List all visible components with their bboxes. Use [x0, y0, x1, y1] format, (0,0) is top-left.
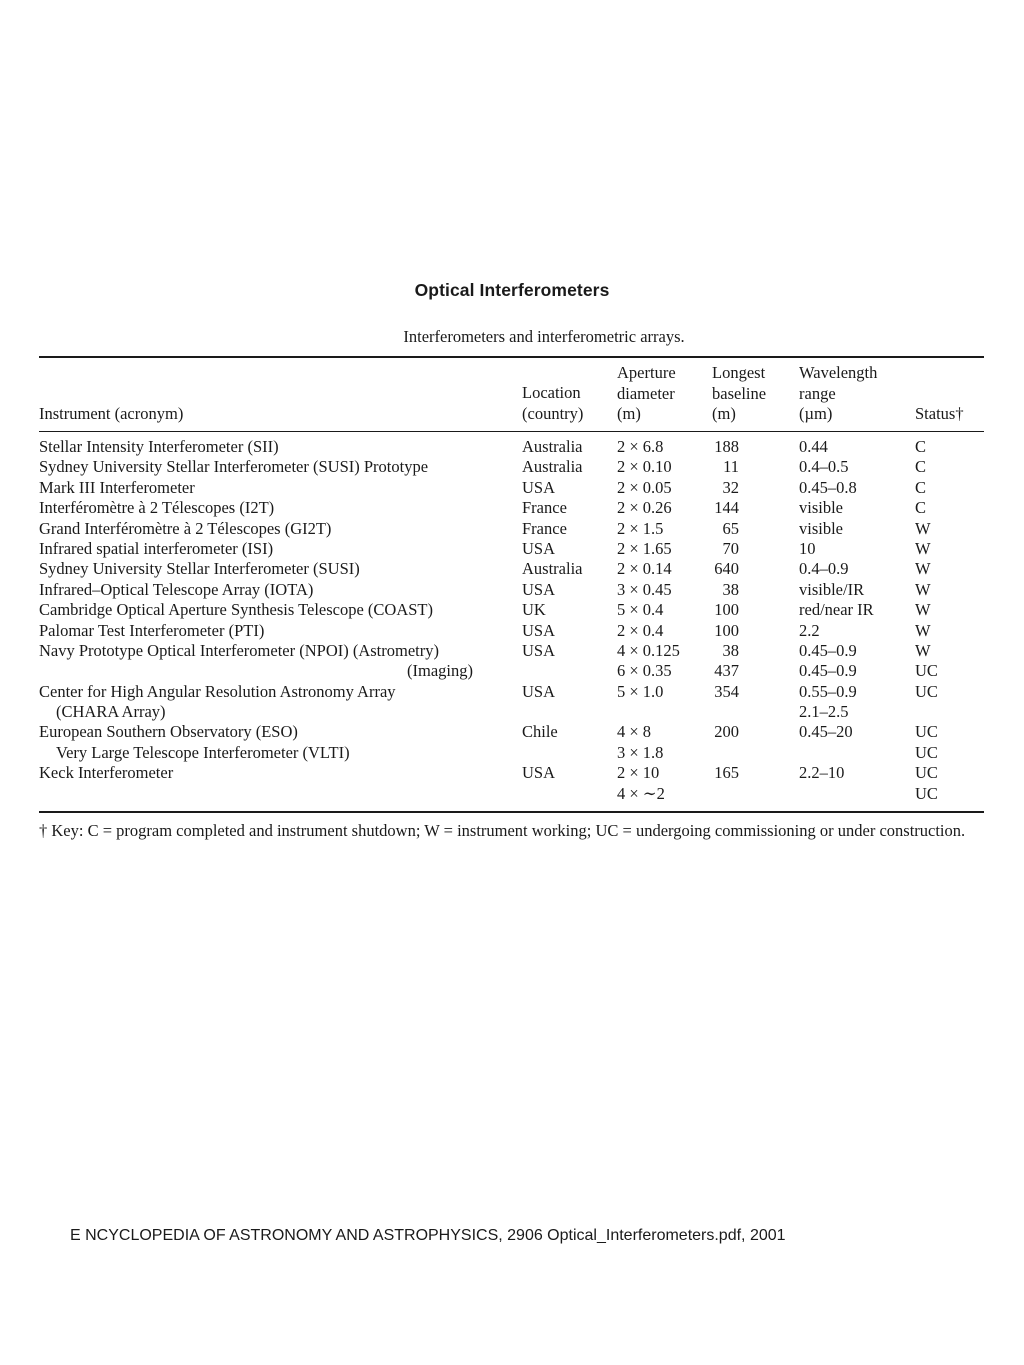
table-row — [0, 559, 1024, 579]
cell-wavelength: 0.45–0.8 — [799, 477, 857, 497]
table-footnote: † Key: C = program completed and instrument shutdown; W = instrument working; UC = undergoing commissioning or under construction. — [39, 821, 966, 840]
cell-instrument: Palomar Test Interferometer (PTI) — [39, 620, 265, 640]
cell-status: W — [915, 559, 931, 579]
cell-status: UC — [915, 722, 938, 742]
cell-status: W — [915, 600, 931, 620]
cell-aperture: 2 × 0.05 — [617, 477, 672, 497]
cell-baseline: 100 — [714, 620, 739, 640]
header-baseline-line-1: Longest — [712, 363, 766, 382]
table-row — [0, 600, 1024, 620]
table-row — [0, 437, 1024, 457]
cell-baseline: 640 — [714, 559, 739, 579]
cell-baseline: 188 — [714, 437, 739, 456]
cell-location: USA — [522, 763, 556, 783]
table-caption: Interferometers and interferometric arrays. — [403, 327, 685, 346]
header-aperture-line-2: diameter — [617, 383, 675, 403]
cell-status: UC — [915, 763, 938, 783]
header-instrument — [39, 404, 183, 425]
cell-wavelength: red/near IR — [799, 600, 874, 620]
cell-aperture: 2 × 0.14 — [617, 559, 672, 579]
cell-instrument: Center for High Angular Resolution Astronomy Array — [39, 681, 396, 701]
cell-wavelength: 0.44 — [799, 437, 828, 456]
cell-location: UK — [522, 600, 546, 620]
cell-wavelength: 0.4–0.9 — [799, 559, 849, 579]
header-aperture — [617, 363, 676, 425]
cell-instrument: Grand Interféromètre à 2 Télescopes (GI2T) — [39, 518, 332, 538]
cell-baseline: 100 — [714, 600, 739, 620]
header-aperture-line-1: Aperture — [617, 363, 676, 382]
cell-instrument: Interféromètre à 2 Télescopes (I2T) — [39, 498, 275, 518]
cell-status: C — [915, 457, 927, 477]
cell-wavelength: 2.2–10 — [799, 763, 845, 783]
cell-baseline: 165 — [714, 763, 739, 783]
cell-baseline: 65 — [722, 518, 739, 538]
cell-wavelength: 10 — [799, 538, 816, 558]
cell-location: Chile — [522, 722, 558, 742]
table-row — [0, 702, 1024, 722]
cell-location: Australia — [522, 457, 583, 477]
cell-aperture: 3 × 1.8 — [617, 742, 664, 762]
header-baseline — [712, 363, 766, 425]
cell-aperture: 2 × 10 — [617, 763, 660, 783]
cell-wavelength: visible — [799, 498, 843, 518]
cell-location: Australia — [522, 559, 583, 579]
header-status-label: Status† — [915, 404, 964, 423]
header-wavelength-line-3: (µm) — [799, 404, 833, 423]
header-wavelength — [799, 363, 877, 425]
cell-aperture: 4 × 8 — [617, 722, 652, 742]
cell-aperture: 3 × 0.45 — [617, 579, 672, 599]
table-row — [0, 641, 1024, 661]
header-wavelength-line-2: range — [799, 383, 836, 403]
cell-instrument: Very Large Telescope Interferometer (VLTI) — [56, 742, 350, 762]
header-status — [915, 404, 964, 425]
cell-aperture: 4 × ∼2 — [617, 783, 665, 803]
cell-wavelength: 0.4–0.5 — [799, 457, 849, 477]
cell-status: W — [915, 640, 931, 660]
table-row — [0, 478, 1024, 498]
table-row — [0, 743, 1024, 763]
table-row — [0, 682, 1024, 702]
cell-location: France — [522, 498, 567, 518]
cell-status: C — [915, 477, 927, 497]
cell-baseline: 38 — [722, 579, 739, 599]
cell-instrument: Infrared spatial interferometer (ISI) — [39, 538, 274, 558]
cell-aperture: 4 × 0.125 — [617, 640, 680, 660]
cell-instrument: Infrared–Optical Telescope Array (IOTA) — [39, 579, 314, 599]
table-top-rule — [39, 356, 984, 358]
cell-aperture: 2 × 0.4 — [617, 620, 664, 640]
page-footer: E NCYCLOPEDIA OF ASTRONOMY AND ASTROPHYSICS, 2906 Optical_Interferometers.pdf, 2001 — [70, 1227, 786, 1244]
cell-wavelength: 2.1–2.5 — [799, 702, 849, 722]
cell-wavelength: 0.45–20 — [799, 722, 853, 742]
table-row — [0, 722, 1024, 742]
cell-status: UC — [915, 661, 938, 681]
cell-instrument: Keck Interferometer — [39, 763, 174, 783]
table-row — [0, 580, 1024, 600]
cell-status: W — [915, 538, 931, 558]
header-baseline-line-3: (m) — [712, 404, 736, 423]
cell-status: C — [915, 498, 927, 518]
cell-baseline: 32 — [722, 477, 739, 497]
cell-aperture: 2 × 6.8 — [617, 437, 664, 456]
cell-location: France — [522, 518, 567, 538]
header-location-line-2: (country) — [522, 403, 584, 423]
header-location-line-1: Location — [522, 383, 581, 402]
table-row — [0, 763, 1024, 783]
cell-wavelength: visible/IR — [799, 579, 865, 599]
cell-instrument: Mark III Interferometer — [39, 477, 195, 497]
cell-wavelength: visible — [799, 518, 843, 538]
cell-instrument: Navy Prototype Optical Interferometer (NPOI) (Astrometry) — [39, 640, 439, 660]
cell-aperture: 2 × 0.26 — [617, 498, 672, 518]
cell-location: USA — [522, 538, 556, 558]
page-title: Optical Interferometers — [414, 280, 610, 300]
cell-instrument: European Southern Observatory (ESO) — [39, 722, 298, 742]
cell-status: W — [915, 579, 931, 599]
table-row — [0, 519, 1024, 539]
cell-aperture: 2 × 1.5 — [617, 518, 664, 538]
cell-baseline: 144 — [714, 498, 739, 518]
cell-status: W — [915, 518, 931, 538]
header-instrument-label: Instrument (acronym) — [39, 404, 184, 423]
cell-aperture: 2 × 0.10 — [617, 457, 672, 477]
cell-instrument: (CHARA Array) — [56, 702, 166, 722]
cell-wavelength: 2.2 — [799, 620, 820, 640]
cell-aperture: 6 × 0.35 — [617, 661, 672, 681]
table-row — [0, 498, 1024, 518]
cell-aperture: 5 × 0.4 — [617, 600, 664, 620]
cell-location: USA — [522, 477, 556, 497]
cell-wavelength: 0.45–0.9 — [799, 640, 857, 660]
cell-aperture: 5 × 1.0 — [617, 681, 664, 701]
cell-wavelength: 0.45–0.9 — [799, 661, 857, 681]
cell-location: USA — [522, 579, 556, 599]
header-divider-rule — [39, 431, 984, 432]
cell-baseline: 38 — [722, 640, 739, 660]
cell-instrument: Sydney University Stellar Interferometer (SUSI) — [39, 559, 360, 579]
cell-baseline: 437 — [714, 661, 739, 681]
cell-location: Australia — [522, 437, 583, 456]
cell-instrument: (Imaging) — [407, 661, 473, 681]
cell-status: W — [915, 620, 931, 640]
table-row — [0, 621, 1024, 641]
cell-status: UC — [915, 783, 938, 803]
cell-baseline: 11 — [723, 457, 739, 477]
cell-instrument: Cambridge Optical Aperture Synthesis Telescope (COAST) — [39, 600, 434, 620]
cell-status: UC — [915, 742, 938, 762]
table-row — [0, 457, 1024, 477]
header-baseline-line-2: baseline — [712, 383, 767, 403]
cell-location: USA — [522, 640, 556, 660]
table-body — [0, 437, 1024, 804]
cell-baseline: 354 — [714, 681, 739, 701]
cell-status: UC — [915, 681, 938, 701]
cell-baseline: 200 — [714, 722, 739, 742]
header-aperture-line-3: (m) — [617, 404, 641, 423]
cell-location: USA — [522, 681, 556, 701]
header-location — [522, 383, 583, 424]
cell-location: USA — [522, 620, 556, 640]
table-row — [0, 539, 1024, 559]
cell-baseline: 70 — [722, 538, 739, 558]
table-bottom-rule — [39, 811, 984, 813]
cell-instrument: Sydney University Stellar Interferometer (SUSI) Prototype — [39, 457, 429, 477]
cell-status: C — [915, 437, 927, 456]
table-row — [0, 784, 1024, 804]
table-row — [0, 661, 1024, 681]
cell-instrument: Stellar Intensity Interferometer (SII) — [39, 437, 279, 456]
header-wavelength-line-1: Wavelength — [799, 363, 878, 382]
cell-wavelength: 0.55–0.9 — [799, 681, 857, 701]
cell-aperture: 2 × 1.65 — [617, 538, 672, 558]
